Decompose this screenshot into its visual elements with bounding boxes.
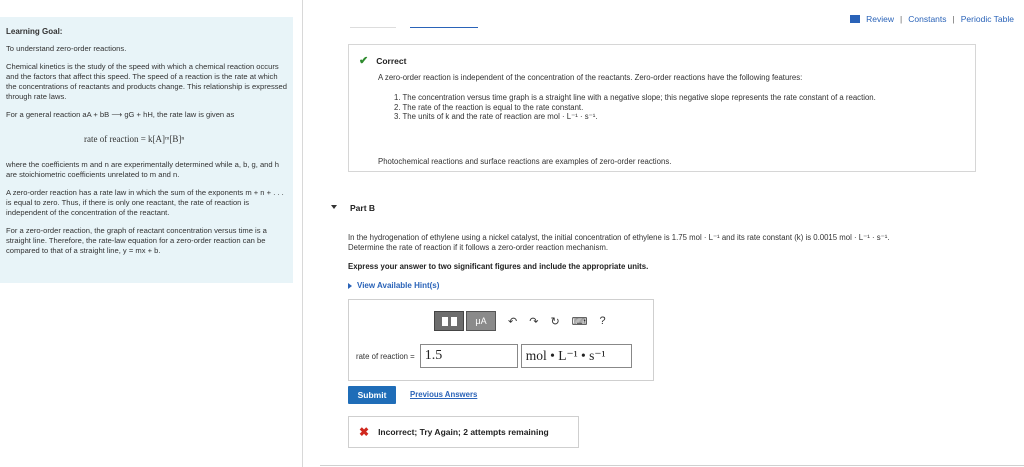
reset-icon[interactable]: ↻ [550,315,560,328]
math-toolbar [434,311,606,331]
book-icon [850,15,860,23]
periodic-table-link[interactable]: Periodic Table [960,14,1014,24]
separator: | [952,14,955,24]
previous-answers-link[interactable]: Previous Answers [410,390,478,399]
constants-link[interactable]: Constants [908,14,947,24]
list-item: 3. The units of k and the rate of reaction are mol · L⁻¹ · s⁻¹. [394,112,598,121]
rate-law-formula: rate of reaction = k[A]ᵐ[B]ⁿ [84,134,185,144]
answer-instruction: Express your answer to two significant figures and include the appropriate units. [348,262,649,271]
question-prompt: Determine the rate of reaction if it follows a zero-order reaction mechanism. [348,243,609,252]
learning-goal-panel [0,17,293,283]
templates-button[interactable] [434,311,464,331]
feedback-list [394,93,876,122]
undo-icon[interactable]: ↶ [508,315,518,328]
redo-icon[interactable]: ↷ [529,315,539,328]
view-hints-link[interactable] [348,281,439,290]
incorrect-feedback-box [348,416,579,448]
units-button[interactable]: μA [466,311,496,331]
bottom-divider [320,465,1024,466]
unit-input[interactable]: mol • L⁻¹ • s⁻¹ [521,344,632,368]
answer-label: rate of reaction = [356,351,415,361]
list-item: 2. The rate of the reaction is equal to the rate constant. [394,102,584,112]
correct-feedback-box [348,44,976,172]
learning-goal-text: To understand zero-order reactions. [6,44,127,53]
zero-order-paragraph: A zero-order reaction has a rate law in which the sum of the exponents m + n + . . . is equal to zero. Thus, if there is only one reactant, the rate of reaction is independent of the concentration of the reactant. [6,188,284,217]
intro-paragraph: Chemical kinetics is the study of the speed with which a chemical reaction occurs and the factors that affect this speed. The speed of a reaction is the rate at which the concentrations of reactants and products change. This relationship is expressed through rate laws. [6,62,287,101]
top-links [850,14,1014,24]
incorrect-message: Incorrect; Try Again; 2 attempts remaining [378,427,549,437]
panel-divider [302,0,303,467]
coefficients-paragraph: where the coefficients m and n are experimentally determined while a, b, g, and h are stoichiometric coefficients unrelated to m and n. [6,160,279,179]
x-mark-icon: ✖ [359,425,370,439]
feedback-intro: A zero-order reaction is independent of the concentration of the reactants. Zero-order reactions have the following features: [378,73,803,82]
template-block-icon [442,317,448,326]
tab-underline-active[interactable] [410,27,478,28]
collapse-caret-icon[interactable] [331,205,337,209]
part-b-title[interactable]: Part B [350,203,376,213]
answer-row [356,344,632,368]
feedback-status: Correct [376,55,407,66]
checkmark-icon: ✔ [359,55,369,67]
learning-goal-title: Learning Goal: [6,27,63,36]
value-input[interactable]: 1.5 [420,344,518,368]
caret-right-icon [348,283,352,289]
submit-button[interactable]: Submit [348,386,396,404]
separator: | [900,14,903,24]
graph-paragraph: For a zero-order reaction, the graph of reactant concentration versus time is a straight line. Therefore, the rate-law equation for a zero-order reaction can be compared to that of a straight line, y = mx + b. [6,226,267,255]
answer-box [348,299,654,381]
general-reaction-paragraph: For a general reaction aA + bB ⟶ gG + hH, the rate law is given as [6,110,235,119]
question-text: In the hydrogenation of ethylene using a nickel catalyst, the initial concentration of ethylene is 1.75 mol · L⁻¹ and its rate constant (k) is 0.0015 mol · L⁻¹ · s⁻¹. [348,233,890,242]
template-block-icon [451,317,457,326]
tab-underline-inactive [350,27,396,28]
feedback-footer: Photochemical reactions and surface reactions are examples of zero-order reactions. [378,157,672,166]
review-link[interactable]: Review [866,14,895,24]
feedback-header [359,54,406,67]
hint-label: View Available Hint(s) [357,281,440,290]
help-icon[interactable]: ? [599,315,606,327]
list-item: 1. The concentration versus time graph is a straight line with a negative slope; this negative slope represents the rate constant of a reaction. [394,93,876,102]
keyboard-icon[interactable]: ⌨ [571,315,588,328]
